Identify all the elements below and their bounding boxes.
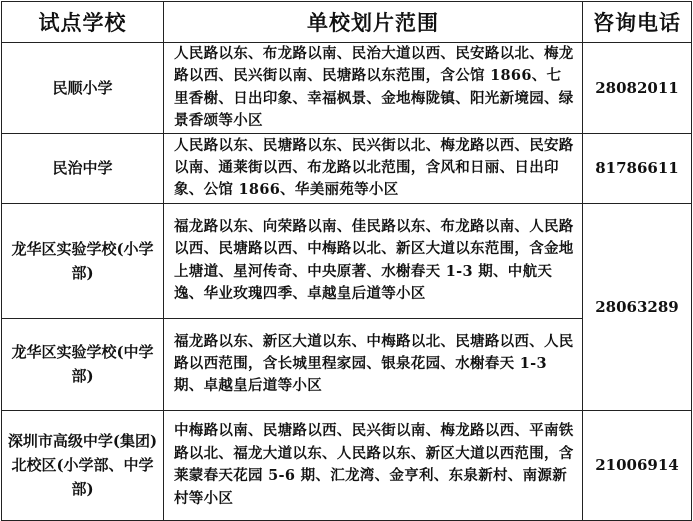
- table-row: [2, 43, 692, 134]
- zoning-scope: 中梅路以南、民塘路以西、民兴街以南、梅龙路以西、平南铁路以北、福龙大道以东、人民路以东、新区大道以西范围，含莱蒙春天花园 5-6 期、汇龙湾、金亨利、东泉新村、南源新村等小区: [164, 410, 583, 520]
- zoning-scope: 福龙路以东、新区大道以东、中梅路以北、民塘路以西、人民路以西范围，含长城里程家园、银泉花园、水榭春天 1-3 期、卓越皇后道等小区: [164, 318, 583, 410]
- school-name: 龙华区实验学校(小学部): [2, 203, 164, 318]
- header-scope: 单校划片范围: [164, 2, 583, 43]
- school-name: 民顺小学: [2, 43, 164, 134]
- zoning-scope: 福龙路以东、向荣路以南、佳民路以东、布龙路以南、人民路以西、民塘路以西、中梅路以北、新区大道以东范围，含金地上塘道、星河传奇、中央原著、水榭春天 1-3 期、中航天逸、华业玫瑰四季、卓越皇后道等小区: [164, 203, 583, 318]
- table-row: [2, 133, 692, 203]
- header-school: 试点学校: [2, 2, 164, 43]
- table-header-row: [2, 2, 692, 43]
- school-name: 龙华区实验学校(中学部): [2, 318, 164, 410]
- phone-number: 28082011: [583, 43, 692, 134]
- zoning-scope: 人民路以东、民塘路以东、民兴街以北、梅龙路以西、民安路以南、通莱街以西、布龙路以北范围，含风和日丽、日出印象、公馆 1866、华美丽苑等小区: [164, 133, 583, 203]
- table-row: [2, 410, 692, 520]
- phone-number: 21006914: [583, 410, 692, 520]
- phone-number: 81786611: [583, 133, 692, 203]
- school-name: 深圳市高级中学(集团)北校区(小学部、中学部): [2, 410, 164, 520]
- table-row: [2, 203, 692, 318]
- school-name: 民治中学: [2, 133, 164, 203]
- zoning-scope: 人民路以东、布龙路以南、民治大道以西、民安路以北、梅龙路以西、民兴街以南、民塘路以东范围，含公馆 1866、七里香榭、日出印象、幸福枫景、金地梅陇镇、阳光新境园、绿景香颂等小区: [164, 43, 583, 134]
- header-phone: 咨询电话: [583, 2, 692, 43]
- school-zoning-table: [1, 1, 692, 521]
- shared-phone-number: 28063289: [583, 203, 692, 410]
